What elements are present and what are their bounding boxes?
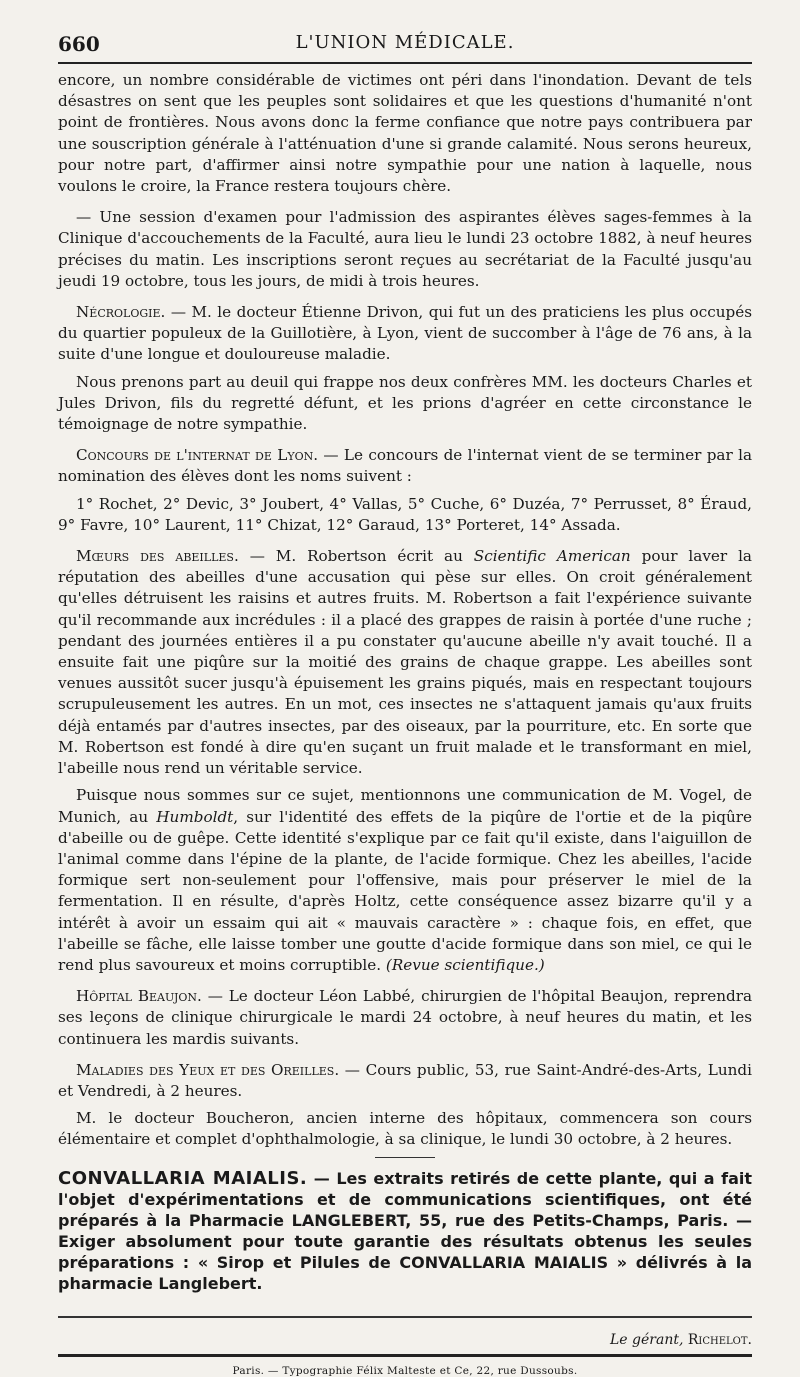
- advert-rule: [375, 1157, 435, 1158]
- beaujon-heading: Hôpital Beaujon.: [76, 987, 202, 1006]
- paragraph-beaujon: [58, 986, 752, 1050]
- necrologie-heading: Nécrologie.: [76, 303, 166, 322]
- page-number: 660: [58, 32, 100, 56]
- maladies-text: — Cours public, 53, rue Saint-André-des-Arts, Lundi et Vendredi, à 2 heures.: [58, 1060, 752, 1100]
- journal-title: L'UNION MÉDICALE.: [295, 32, 515, 53]
- abeilles2-source: Humboldt: [156, 807, 234, 826]
- abeilles-source: Scientific American: [473, 547, 631, 566]
- abeilles-text-a: — M. Robertson écrit au: [238, 547, 474, 566]
- advert-text: — Les extraits retirés de cette plante, qui a fait l'objet d'expérimentations et de communications scientifiques, ont été préparés à la Pharmacie LANGLEBERT, 55, rue des Petits-Champs, Paris. — Exiger absolument pour toute garantie des résultats obtenus les seules préparations : « Sirop et Pilules de CONVALLARIA MAIALIS » délivrés à la pharmacie Langlebert.: [58, 1168, 752, 1293]
- abeilles-citation: (Revue scientifique.): [385, 955, 545, 974]
- concours-list: 1° Rochet, 2° Devic, 3° Joubert, 4° Vallas, 5° Cuche, 6° Duzéa, 7° Perrusset, 8° Éraud, 9° Favre, 10° Laurent, 11° Chizat, 12° Garaud, 13° Porteret, 14° Assada.: [58, 494, 752, 534]
- paragraph-abeilles-2: [58, 785, 752, 976]
- paragraph-concours: [58, 445, 752, 487]
- footer-rule: [58, 1354, 752, 1357]
- footer-rule-top: [58, 1316, 752, 1318]
- page-header: [58, 28, 752, 60]
- abeilles2-text-a: Puisque nous sommes sur ce sujet, mentionnons une communication de M. Vogel, de Munich, au: [58, 786, 752, 826]
- abeilles2-text-b: , sur l'identité des effets de la piqûre de l'ortie et de la piqûre d'abeille ou de guêpe. Cette identité s'explique par ce fait qu'il existe, dans l'aiguillon de l'animal comme dans l'épine de la plante, de l'acide formique. Chez les abeilles, l'acide formique sert non-seulement pour l'offensive, mais pour préserver le miel de la fermentation. Il en résulte, d'après Holtz, cette conséquence assez bizarre qu'il y a intérêt à avoir un essaim qui ait « mauvais caractère » : chaque fois, en effet, que l'abeille se fâche, elle laisse tomber une goutte d'acide formique dans son miel, ce qui le rend plus savoureux et moins corruptible.: [58, 807, 752, 974]
- header-rule: [58, 62, 752, 64]
- paragraph-abeilles: [58, 546, 752, 779]
- paragraph-necrologie: [58, 302, 752, 366]
- advert-lead: CONVALLARIA MAIALIS.: [58, 1167, 308, 1189]
- advert-convallaria: [58, 1168, 752, 1294]
- paragraph-maladies: [58, 1060, 752, 1102]
- beaujon-text: — Le docteur Léon Labbé, chirurgien de l'hôpital Beaujon, reprendra ses leçons de clinique chirurgicale le mardi 24 octobre, à neuf heures du matin, et les continuera les mardis suivants.: [58, 987, 753, 1048]
- abeilles-text-b: pour laver la réputation des abeilles d'une accusation qui pèse sur elles. On croit généralement qu'elles détruisent les raisins et autres fruits. M. Robertson a fait l'expérience suivante qu'il recommande aux incrédules : il a placé des grappes de raisin à portée d'une ruche ; pendant des journées entières il a pu constater qu'aucune abeille n'y avait touché. Il a ensuite fait une piqûre sur la moitié des grains de chaque grappe. Les abeilles sont venues aussitôt sucer jusqu'à épuisement les grains piqués, mais en respectant toujours scrupuleusement les autres. En un mot, ces insectes ne s'attaquent jamais qu'aux fruits déjà entamés par d'autres insectes, par des oiseaux, par la pourriture, etc. En sorte que M. Robertson est fondé à dire qu'en suçant un fruit malade et le transformant en miel, l'abeille nous rend un véritable service.: [58, 547, 752, 778]
- paragraph-inondation: encore, un nombre considérable de victimes ont péri dans l'inondation. Devant de tels désastres on sent que les peuples sont solidaires et que les questions d'humanité n'ont point de frontières. Nous avons donc la ferme confiance que notre pays contribuera par une souscription générale à l'atténuation d'une si grande calamité. Nous serons heureux, pour notre part, d'affirmer ainsi notre sympathie pour une nation à laquelle, nous voulons le croire, la France restera toujours chère.: [58, 71, 752, 196]
- paragraph-sages-femmes: — Une session d'examen pour l'admission des aspirantes élèves sages-femmes à la Clinique d'accouchements de la Faculté, aura lieu le lundi 23 octobre 1882, à neuf heures précises du matin. Les inscriptions seront reçues au secrétariat de la Faculté jusqu'au jeudi 19 octobre, tous les jours, de midi à trois heures.: [58, 208, 752, 290]
- concours-text: — Le concours de l'internat vient de se terminer par la nomination des élèves dont les noms suivent :: [58, 446, 752, 486]
- signature-name: Richelot.: [687, 1331, 752, 1348]
- article-body: [58, 70, 752, 1151]
- paragraph-necrologie-2: Nous prenons part au deuil qui frappe nos deux confrères MM. les docteurs Charles et Jules Drivon, fils du regretté défunt, et les prions d'agréer en cette circonstance le témoignage de notre sympathie.: [58, 372, 752, 434]
- concours-heading: Concours de l'internat de Lyon.: [76, 446, 319, 465]
- necrologie-text: — M. le docteur Étienne Drivon, qui fut un des praticiens les plus occupés du quartier populeux de la Guillotière, à Lyon, vient de succomber à l'âge de 76 ans, à la suite d'une longue et douloureuse maladie.: [58, 303, 752, 364]
- abeilles-heading: Mœurs des abeilles.: [76, 547, 239, 566]
- signature: [58, 1332, 752, 1348]
- imprint: Paris. — Typographie Félix Malteste et Ce, 22, rue Dussoubs.: [232, 1364, 578, 1377]
- paragraph-maladies-2: M. le docteur Boucheron, ancien interne des hôpitaux, commencera son cours élémentaire et complet d'ophthalmologie, à sa clinique, le lundi 30 octobre, à 2 heures.: [58, 1109, 752, 1149]
- maladies-heading: Maladies des Yeux et des Oreilles.: [76, 1060, 340, 1079]
- signature-label: Le gérant,: [610, 1331, 684, 1348]
